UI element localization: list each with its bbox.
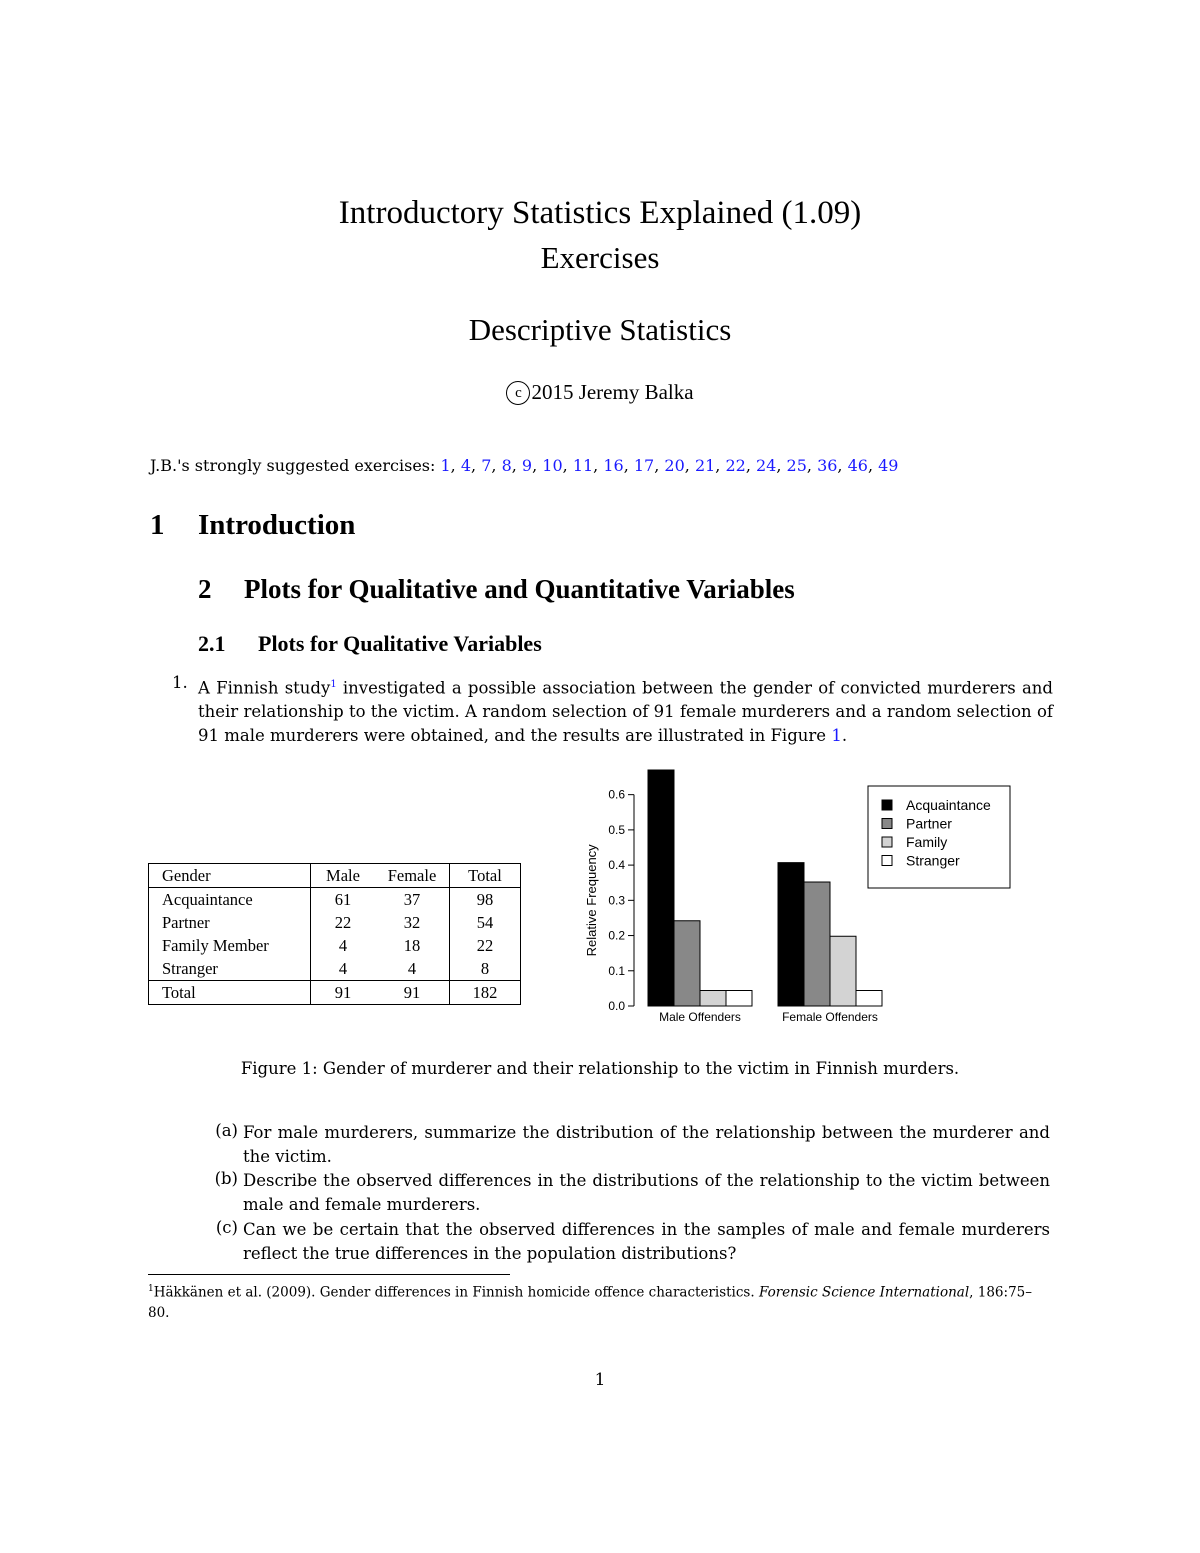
exercise-link-8[interactable]: 8 (501, 456, 512, 475)
exercise-link-17[interactable]: 17 (633, 456, 655, 475)
y-tick-label: 0.6 (608, 787, 625, 802)
exercise-link-16[interactable]: 16 (603, 456, 624, 475)
footnote-link[interactable]: 1 (330, 679, 337, 690)
legend-swatch-partner (882, 819, 892, 829)
question-text: A Finnish study$^1$ investigated a possible association between the gender of convicted murderers and their relationship to the victim. A random selection of 91 female murderers and a random selection of 91 male murderers were obtained, and the results are illustrated in Figure 1. (198, 678, 1053, 745)
table-row: Family Member 4 18 22 (149, 934, 521, 957)
page-number: 1 (594, 1370, 606, 1390)
exercise-link-9[interactable]: 9 (521, 456, 533, 475)
table-total-row: Total 91 91 182 (149, 981, 521, 1005)
bar-stranger-male (726, 991, 752, 1006)
subpart-text-c: Can we be certain that the observed differences in the samples of male and female murderers reflect the true differences in the population distributions? (243, 1220, 1050, 1263)
x-category-label: Male Offenders (659, 1010, 741, 1024)
separator: , (471, 456, 482, 475)
section-title: Plots for Qualitative Variables (258, 631, 542, 656)
section-1-heading (150, 509, 355, 542)
subpart-text-a: For male murderers, summarize the distribution of the relationship between the murderer and the victim. (243, 1123, 1050, 1166)
separator: , (837, 456, 848, 475)
header-gender: Gender (149, 864, 311, 888)
separator: , (867, 456, 879, 475)
table-row: Stranger 4 4 8 (149, 957, 521, 981)
data-table (148, 863, 521, 1005)
separator: , (623, 456, 634, 475)
separator: , (491, 456, 502, 475)
exercise-link-21[interactable]: 21 (694, 456, 716, 475)
exercise-link-7[interactable]: 7 (481, 456, 492, 475)
exercise-link-1[interactable]: 1 (440, 456, 451, 475)
header-female: Female (387, 865, 437, 885)
subpart-label-b: (b) (214, 1169, 238, 1188)
legend-swatch-acquaintance (882, 800, 892, 810)
legend-label-stranger: Stranger (906, 852, 960, 869)
table-header-row (149, 864, 521, 888)
footnote-mark: 1 (148, 1284, 154, 1294)
y-tick-label: 0.2 (608, 928, 625, 943)
figure-link[interactable]: 1 (831, 725, 842, 745)
section-title: Introduction (198, 509, 356, 541)
section-number: 2.1 (198, 631, 226, 656)
bar-family-male (700, 991, 726, 1006)
journal-name: Forensic Science International (758, 1284, 970, 1301)
exercise-link-10[interactable]: 10 (542, 456, 563, 475)
separator: , (745, 456, 756, 475)
bar-stranger-female (856, 991, 882, 1006)
separator: , (806, 456, 818, 475)
table-row: Acquaintance 61 37 98 (149, 888, 521, 912)
y-tick-label: 0.4 (608, 858, 625, 873)
exercise-link-36[interactable]: 36 (817, 456, 838, 475)
document-title: Introductory Statistics Explained (1.09) (338, 195, 862, 231)
exercise-link-49[interactable]: 49 (878, 456, 899, 475)
header-male: Male (311, 864, 376, 888)
subsection-2-1-heading (198, 631, 542, 657)
legend-label-acquaintance: Acquaintance (906, 797, 991, 813)
exercise-link-4[interactable]: 4 (460, 456, 472, 475)
bar-acquaintance-male (648, 770, 674, 1006)
section-title: Plots for Qualitative and Quantitative Variables (244, 574, 795, 604)
table-row: Partner 22 32 54 (149, 911, 521, 934)
section-number: 2 (198, 574, 212, 604)
document-subtitle: Descriptive Statistics (468, 312, 732, 347)
y-tick-label: 0.3 (608, 893, 625, 908)
question-number: 1. (172, 673, 188, 692)
bar-acquaintance-female (778, 863, 804, 1006)
y-tick-label: 0.5 (608, 822, 625, 837)
figure-caption: Figure 1: Gender of murderer and their relationship to the victim in Finnish murders. (240, 1059, 960, 1078)
exercise-link-22[interactable]: 22 (725, 456, 746, 475)
copyright-line (0, 380, 1200, 405)
y-tick-label: 0.0 (608, 999, 625, 1013)
suggested-list (440, 456, 898, 475)
exercise-link-46[interactable]: 46 (847, 456, 868, 475)
suggested-exercises (150, 456, 898, 475)
exercise-link-20[interactable]: 20 (664, 456, 685, 475)
header-total: Total (450, 864, 521, 888)
subpart-text-b: Describe the observed differences in the distributions of the relationship to the victim between male and female murderers. (243, 1171, 1050, 1214)
copyright-icon: c (506, 381, 530, 405)
exercise-link-24[interactable]: 24 (756, 456, 777, 475)
separator: , (562, 456, 573, 475)
suggested-label: J.B.'s strongly suggested exercises: (150, 456, 436, 475)
legend-swatch-stranger (882, 856, 892, 866)
separator: , (532, 456, 543, 475)
separator: , (450, 456, 461, 475)
footnote: $^1$Häkkänen et al. (2009). Gender differences in Finnish homicide offence characteristics. Forensic Science International, 186:75–80. (148, 1284, 1032, 1321)
legend-label-family: Family (906, 834, 948, 850)
bar-chart (570, 760, 1030, 1030)
y-axis-label: Relative Frequency (584, 844, 599, 957)
separator: , (654, 456, 665, 475)
legend-swatch-family (882, 837, 892, 847)
subpart-label-c: (c) (215, 1218, 238, 1237)
footnote-rule (148, 1274, 510, 1275)
exercise-link-25[interactable]: 25 (786, 456, 807, 475)
separator: , (776, 456, 787, 475)
section-2-heading (198, 574, 795, 605)
bar-partner-male (674, 921, 700, 1006)
copyright-text: 2015 Jeremy Balka (531, 380, 694, 404)
bar-partner-female (804, 882, 830, 1006)
legend-label-partner: Partner (906, 815, 952, 832)
bar-family-female (830, 936, 856, 1006)
y-tick-label: 0.1 (608, 963, 625, 978)
section-number: 1 (150, 509, 165, 541)
document-title-line2: Exercises (540, 240, 660, 275)
separator: , (715, 456, 726, 475)
separator: , (593, 456, 604, 475)
exercise-link-11[interactable]: 11 (572, 456, 594, 475)
separator: , (684, 456, 695, 475)
x-category-label: Female Offenders (782, 1010, 878, 1024)
separator: , (511, 456, 522, 475)
subpart-label-a: (a) (215, 1121, 238, 1140)
